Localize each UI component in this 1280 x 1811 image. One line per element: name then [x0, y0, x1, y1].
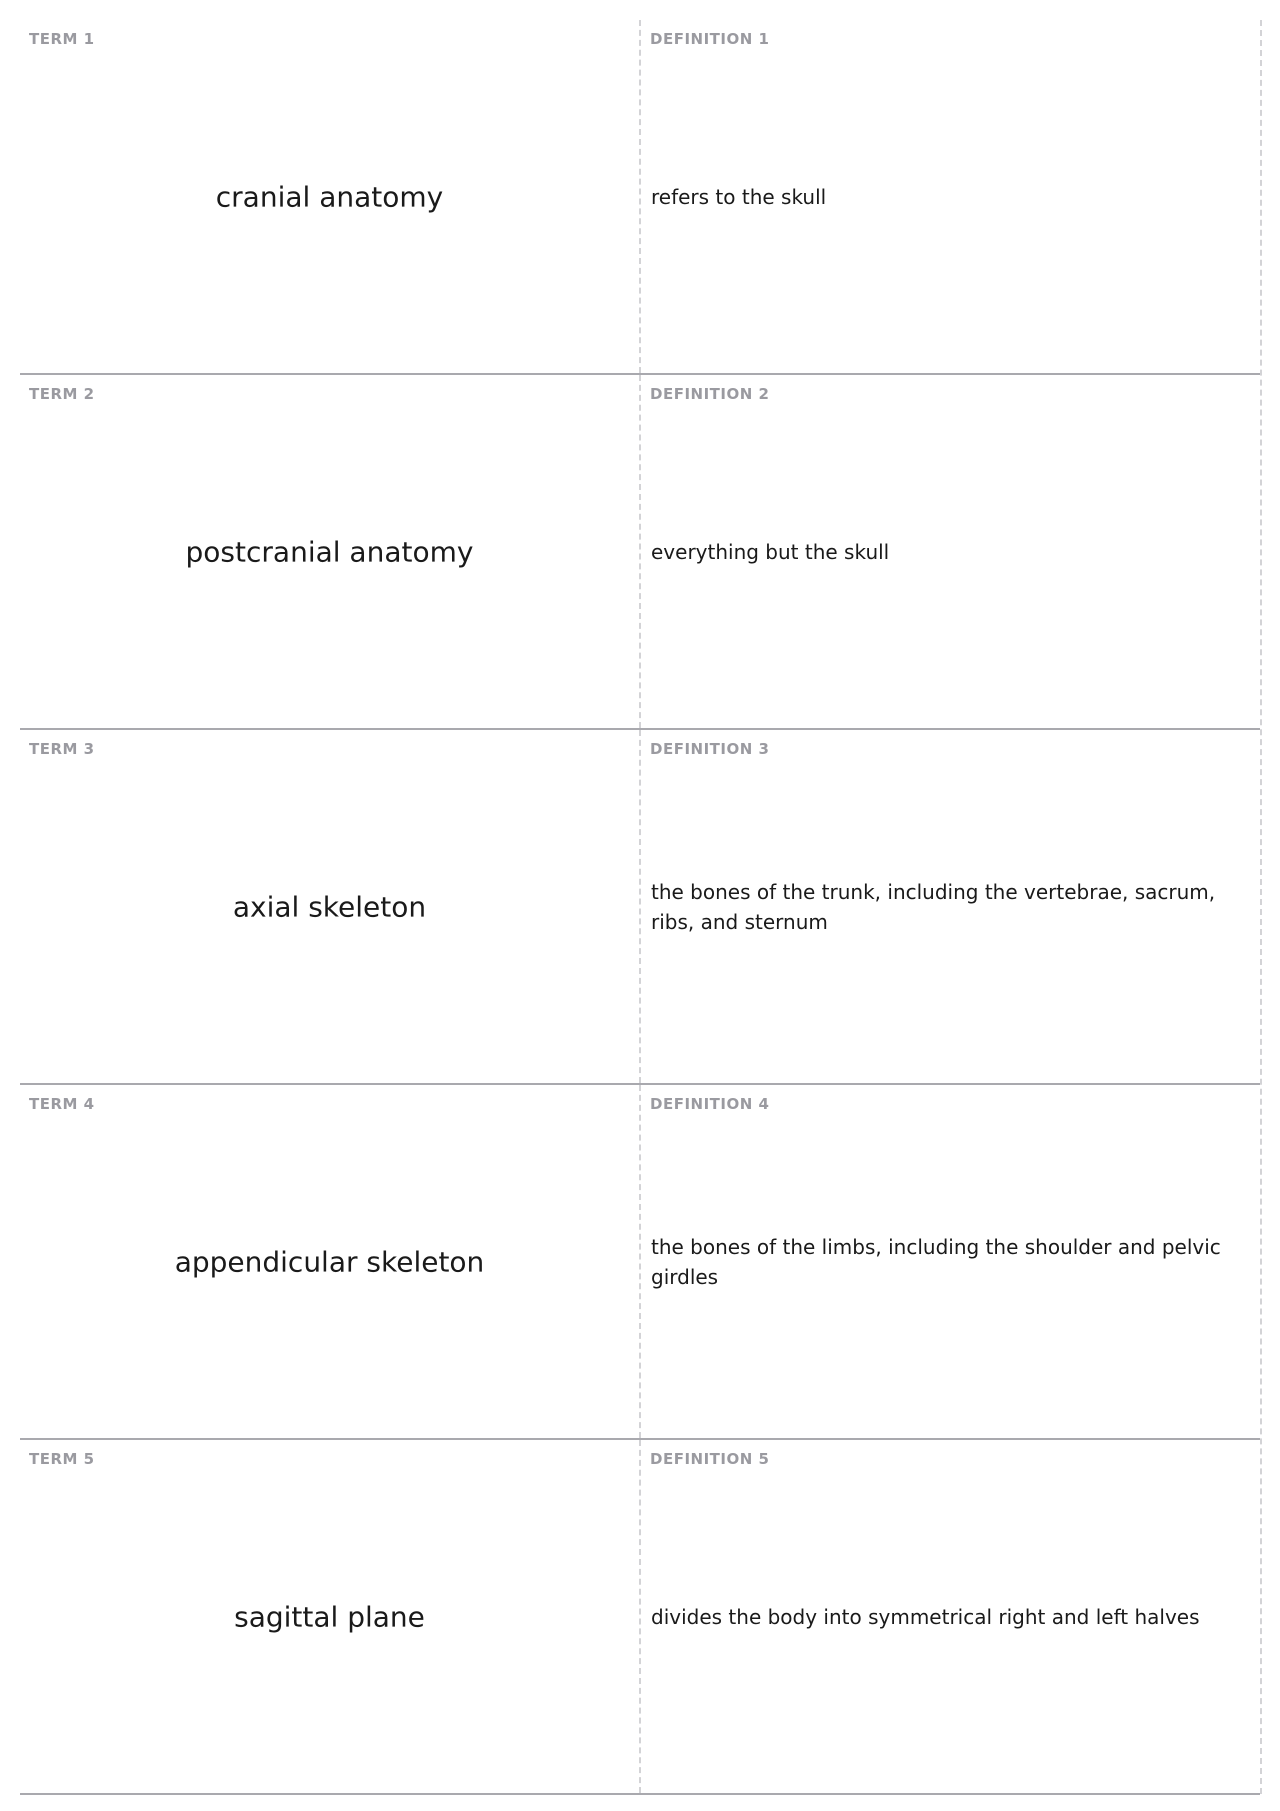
definition-label: DEFINITION 5	[650, 1450, 770, 1468]
term-label: TERM 2	[29, 385, 95, 403]
term-label: TERM 4	[29, 1095, 95, 1113]
definition-text: the bones of the trunk, including the vertebrae, sacrum, ribs, and sternum	[651, 879, 1216, 934]
term-label: TERM 1	[29, 30, 95, 48]
term-text: cranial anatomy	[215, 180, 444, 213]
term-text: axial skeleton	[232, 890, 427, 923]
definition-text: refers to the skull	[651, 184, 827, 209]
definition-card	[641, 1085, 1260, 1438]
term-card	[20, 20, 641, 373]
definition-card	[641, 20, 1260, 373]
flashcard-sheet	[20, 20, 1262, 1794]
flashcard-row	[20, 730, 1260, 1085]
definition-label: DEFINITION 4	[650, 1095, 770, 1113]
definition-card	[641, 730, 1260, 1083]
term-text: postcranial anatomy	[185, 535, 474, 568]
definition-label: DEFINITION 1	[650, 30, 770, 48]
term-card	[20, 375, 641, 728]
flashcard-row	[20, 1440, 1260, 1795]
definition-text: the bones of the limbs, including the shoulder and pelvic girdles	[651, 1234, 1221, 1289]
term-label: TERM 5	[29, 1450, 95, 1468]
definition-label: DEFINITION 3	[650, 740, 770, 758]
definition-label: DEFINITION 2	[650, 385, 770, 403]
flashcard-row	[20, 1085, 1260, 1440]
definition-card	[641, 1440, 1260, 1793]
term-card	[20, 1440, 641, 1793]
flashcard-row	[20, 375, 1260, 730]
definition-text: divides the body into symmetrical right and left halves	[651, 1604, 1200, 1629]
definition-card	[641, 375, 1260, 728]
term-label: TERM 3	[29, 740, 95, 758]
definition-text: everything but the skull	[651, 539, 890, 564]
term-text: sagittal plane	[234, 1600, 425, 1633]
term-card	[20, 1085, 641, 1438]
term-text: appendicular skeleton	[174, 1245, 485, 1278]
flashcard-row	[20, 20, 1260, 375]
term-card	[20, 730, 641, 1083]
